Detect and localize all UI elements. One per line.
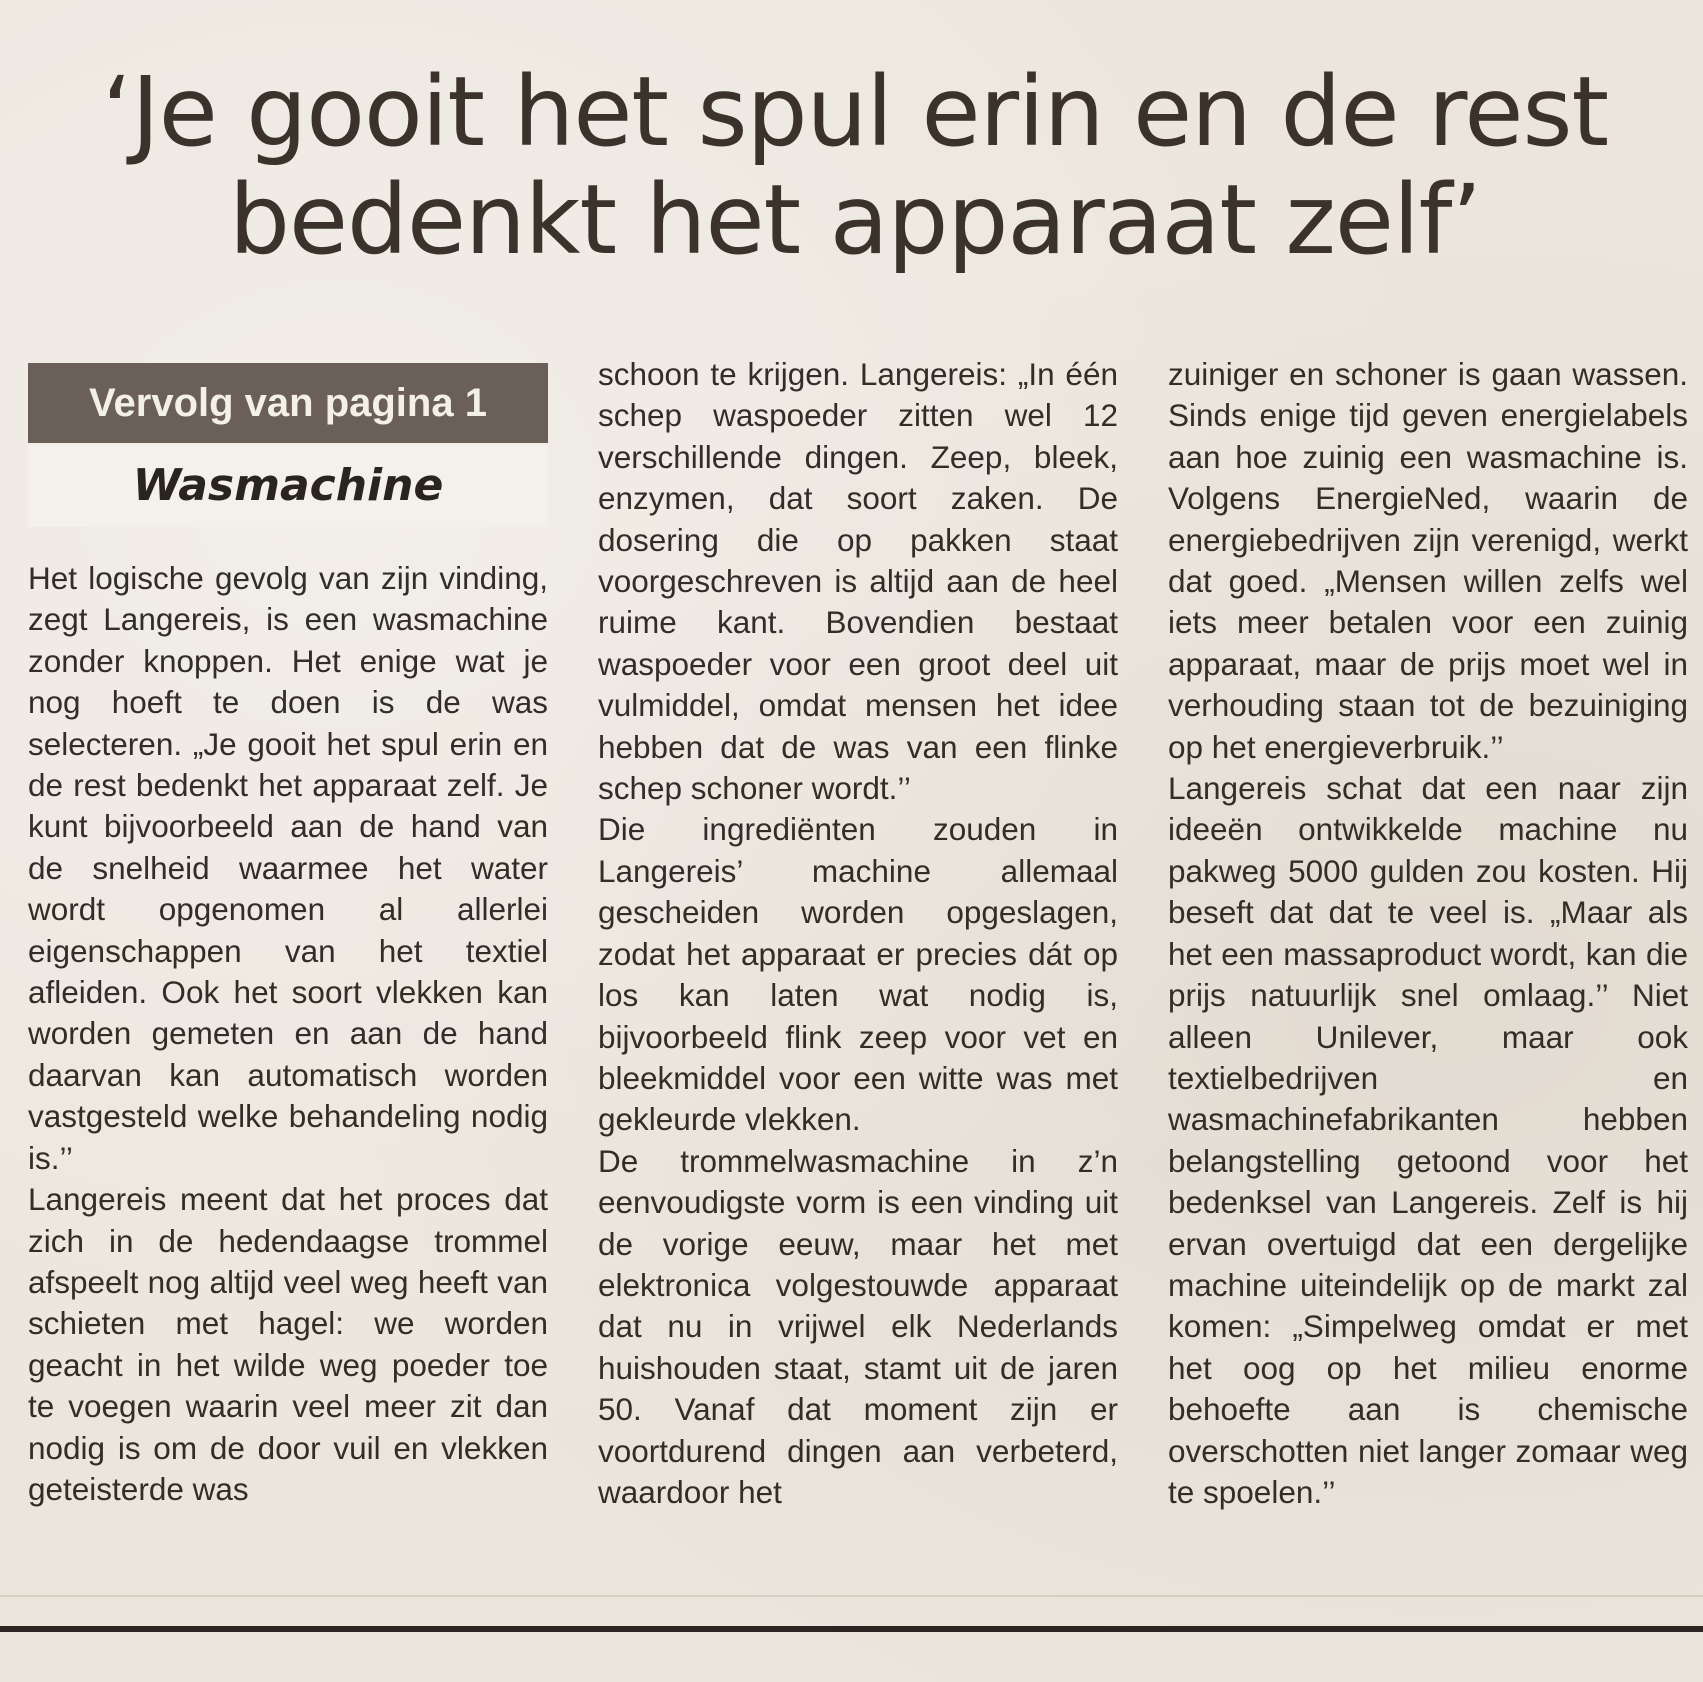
paragraph: Het logische gevolg van zijn vinding, zegt Langereis, is een wasmachine zonder knoppen. Het enige wat je nog hoeft te doen is de was selecteren. „Je gooit het spul erin en de rest bedenkt het apparaat zelf. Je kunt bijvoorbeeld aan de hand van de snelheid waarmee het water wordt opgenomen al allerlei eigenschappen van het textiel afleiden. Ook het soort vlekken kan worden gemeten en aan de hand daarvan kan automatisch worden vastgesteld welke behandeling nodig is.’’	[28, 560, 548, 1176]
bottom-rule	[0, 1626, 1703, 1632]
paragraph: Die ingrediënten zouden in Langereis’ machine allemaal gescheiden worden opgeslagen, zodat het apparaat er precies dát op los kan laten wat nodig is, bijvoorbeeld flink zeep voor vet en bleekmiddel voor een witte was met gekleurde vlekken.	[598, 811, 1118, 1138]
section-label: Wasmachine	[28, 445, 548, 527]
headline-line-2: bedenkt het apparaat zelf’	[229, 164, 1481, 276]
paragraph: De trommelwasmachine in z’n eenvoudigste vorm is een vinding uit de vorige eeuw, maar het met elektronica volgestouwde apparaat dat nu in vrijwel elk Nederlands huishouden staat, stamt uit de jaren 50. Vanaf dat moment zijn er voortdurend dingen aan verbeterd, waardoor het	[598, 1142, 1118, 1510]
paragraph: zuiniger en schoner is gaan wassen. Sinds enige tijd geven energielabels aan hoe zuinig een wasmachine is. Volgens EnergieNed, waarin de energiebedrijven zijn verenigd, werkt dat goed. „Mensen willen zelfs wel iets meer betalen voor een zuinig apparaat, maar de prijs moet wel in verhouding staan tot de bezuiniging op het energieverbruik.’’	[1168, 356, 1688, 765]
paragraph: Langereis schat dat een naar zijn ideeën ontwikkelde machine nu pakweg 5000 gulden zou kosten. Hij beseft dat dat te veel is. „Maar als het een massaproduct wordt, kan die prijs natuurlijk snel omlaag.’’ Niet alleen Unilever, maar ook textielbedrijven en wasmachinefabrikanten hebben belangstelling getoond voor het bedenksel van Langereis. Zelf is hij ervan overtuigd dat een dergelijke machine uiteindelijk op de markt zal komen: „Simpelweg omdat er met het oog op het milieu enorme behoefte aan is chemische overschotten niet langer zomaar weg te spoelen.’’	[1168, 770, 1688, 1510]
headline	[60, 58, 1650, 274]
article-column-1	[28, 558, 548, 1558]
headline-line-1: ‘Je gooit het spul erin en de rest	[101, 56, 1609, 168]
continuation-banner: Vervolg van pagina 1	[28, 363, 548, 443]
article-column-2	[598, 354, 1118, 1554]
paragraph: Langereis meent dat het proces dat zich in de hedendaagse trommel afspeelt nog altijd veel weg heeft van schieten met hagel: we worden geacht in het wilde weg poeder toe te voegen waarin veel meer zit dan nodig is om de door vuil en vlekken geteisterde was	[28, 1181, 548, 1507]
paragraph: schoon te krijgen. Langereis: „In één schep waspoeder zitten wel 12 verschillende dingen. Zeep, bleek, enzymen, dat soort zaken. De dosering die op pakken staat voorgeschreven is altijd aan de heel ruime kant. Bovendien bestaat waspoeder voor een groot deel uit vulmiddel, omdat mensen het idee hebben dat de was van een flinke schep schoner wordt.’’	[598, 356, 1118, 807]
article-column-3	[1168, 354, 1688, 1554]
faint-divider	[0, 1595, 1703, 1597]
